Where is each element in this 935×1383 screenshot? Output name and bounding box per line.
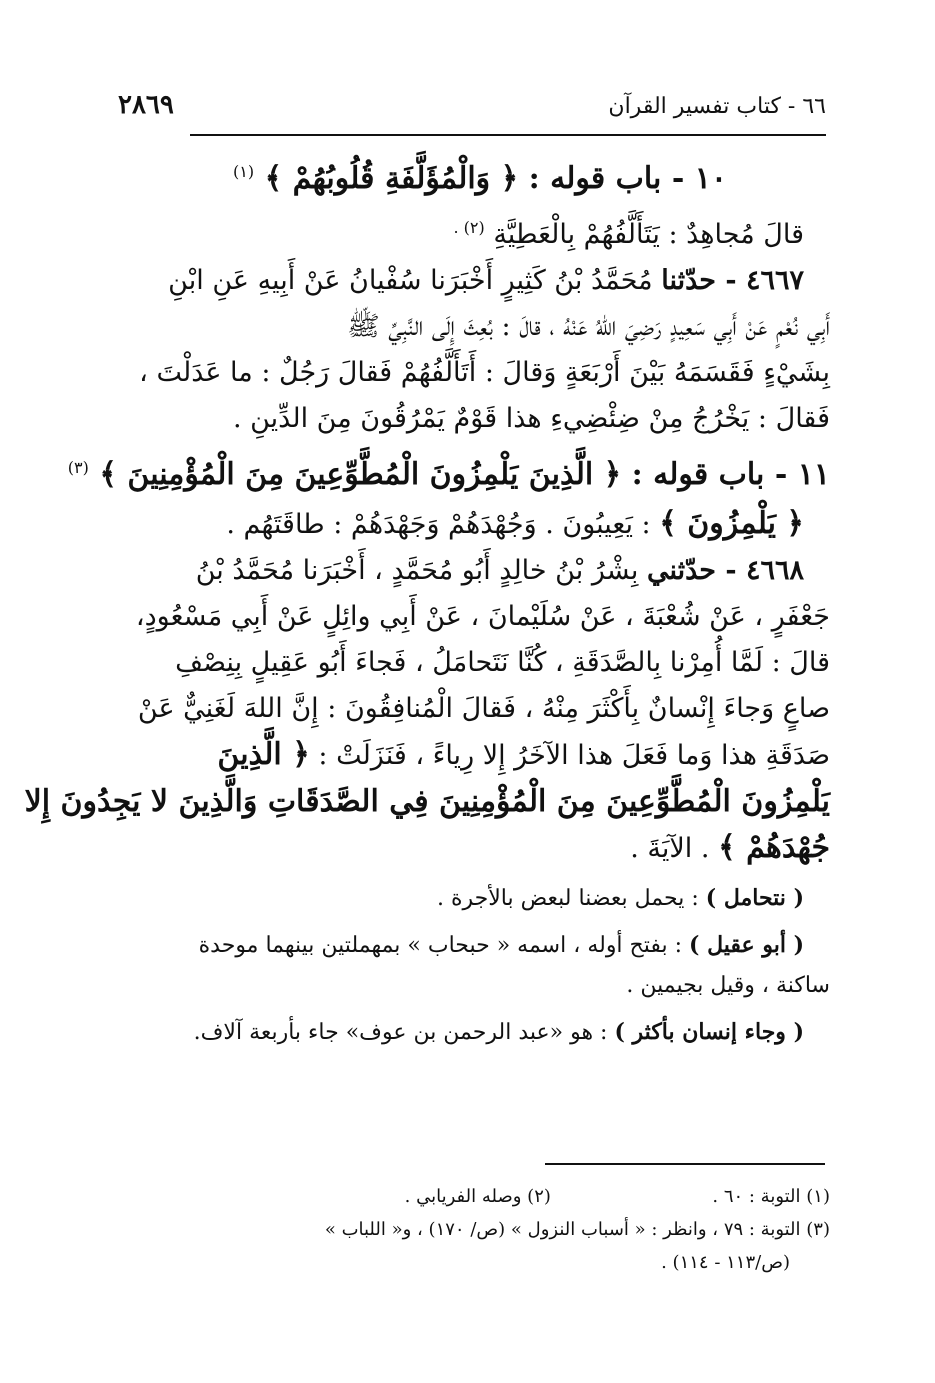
chapter-title-11: ١١ - باب قوله : ﴿ الَّذِينَ يَلْمِزُونَ الْمُطَّوِّعِينَ مِنَ الْمُؤْمِنِينَ ﴾ (99, 457, 830, 492)
hadith-4667-number: ٤٦٦٧ - حدّثنا (661, 265, 804, 296)
hadith-4668-line-4: صاعٍ وَجاءَ إِنْسانٌ بِأَكْثَرَ مِنْهُ ، فَقالَ الْمُنافِقُونَ : إِنَّ اللهَ لَغَنِيٌّ عَنْ (137, 693, 830, 724)
glossary-text-1: : يحمل بعضنا لبعض بالأجرة . (436, 886, 699, 911)
footnote-1: (١) التوبة : ٦٠ . (712, 1186, 830, 1207)
header-divider (190, 134, 826, 136)
hadith-4668-number: ٤٦٦٨ - حدّثني (646, 555, 804, 586)
page-number: ٢٨٦٩ (118, 90, 174, 120)
hadith-4668-text-1: بِشْرُ بْنُ خالِدٍ أَبُو مُحَمَّدٍ ، أَخْبَرَنا مُحَمَّدُ بْنُ (195, 555, 639, 586)
main-text (24, 146, 830, 1053)
chapter-title-10: ١٠ - باب قوله : ﴿ وَالْمُؤَلَّفَةِ قُلُوبُهُمْ ﴾ (264, 161, 727, 196)
quran-verse-middle: يَلْمِزُونَ الْمُطَّوِّعِينَ مِنَ الْمُؤْمِنِينَ فِي الصَّدَقَاتِ وَالَّذِينَ لا يَجِدُونَ إِلا (24, 784, 830, 819)
footnote-divider (545, 1163, 825, 1165)
quran-verse-end: جُهْدَهُمْ ﴾ (718, 830, 830, 865)
hadith-4668-line-1 (130, 548, 830, 594)
glossary-item-2-cont: ساكنة ، وقيل بجيمين . (626, 973, 830, 998)
hadith-4667-line-4: فَقالَ : يَخْرُجُ مِنْ ضِئْضِيءِ هذا قَوْمٌ يَمْرُقُونَ مِنَ الدِّينِ . (232, 403, 830, 434)
glossary-text-3: : هو «عبد الرحمن بن عوف» جاء بأربعة آلاف. (193, 1020, 608, 1045)
al-ayah-text: . الآيَةَ . (630, 833, 710, 864)
hadith-4668-line-3: قالَ : لَمَّا أُمِرْنا بِالصَّدَقَةِ ، كُنَّا نَتَحامَلُ ، فَجاءَ أَبُو عَقِيلٍ بِنِصْفِ (175, 647, 830, 678)
page-header (118, 88, 826, 128)
quran-verse-start: ﴿ الَّذِينَ (217, 737, 310, 772)
footnote-ref-3: (٣) (67, 458, 89, 477)
hadith-4668-line-7 (130, 825, 830, 872)
footnote-3-cont: (ص/١١٣ - ١١٤) . (661, 1252, 790, 1273)
chapter-heading-11 (67, 442, 830, 501)
glossary-term-1: ( نتحامل ) (705, 885, 804, 911)
mujahid-line (130, 205, 830, 258)
footnote-ref-2: (٢) . (453, 218, 485, 237)
footnote-row-1 (130, 1180, 830, 1213)
hadith-4667-line-1 (130, 258, 830, 304)
hadith-4667-text-1: مُحَمَّدُ بْنُ كَثِيرٍ أَخْبَرَنا سُفْيانُ عَنْ أَبِيهِ عَنِ ابْنِ (168, 265, 653, 296)
hadith-4667-line-2: أَبِي نُعْمٍ عَنْ أَبِي سَعِيدٍ رَضِيَ اللهُ عَنْهُ ، قالَ : بُعِثَ إِلَى النَّبِيِّ ﷺ (347, 311, 830, 342)
hadith-4668-text-5: صَدَقَةِ هذا وَما فَعَلَ هذا الآخَرُ إِلا رِياءً ، فَنَزَلَتْ : (318, 740, 830, 771)
mujahid-text: قالَ مُجاهِدٌ : يَتَأَلَّفُهُمْ بِالْعَطِيَّةِ (493, 219, 804, 250)
yalmizun-meaning: : يَعِيبُونَ . وَجُهْدَهُمْ وَجَهْدَهُمْ : طاقَتَهُم . (226, 509, 651, 540)
glossary-term-3: ( وجاء إنسان بأكثر ) (614, 1019, 804, 1045)
footnote-ref-1: (١) (233, 162, 255, 181)
hadith-4668-line-2: جَعْفَرٍ ، عَنْ شُعْبَةَ ، عَنْ سُلَيْمانَ ، عَنْ أَبِي وائِلٍ عَنْ أَبِي مَسْعُودٍ، (135, 601, 830, 632)
glossary-text-2: : بفتح أوله ، اسمه « حبحاب » بمهملتين بينهما موحدة (198, 933, 683, 958)
glossary-item-2 (130, 925, 830, 966)
footnotes (130, 1180, 830, 1279)
yalmizun-word: ﴿ يَلْمِزُونَ ﴾ (659, 506, 804, 541)
hadith-4668-line-5 (130, 732, 830, 779)
footnote-2: (٢) وصله الفريابي . (404, 1186, 551, 1207)
chapter-heading-10 (130, 146, 830, 205)
running-title: ٦٦ - كتاب تفسير القرآن (608, 94, 826, 119)
yalmizun-gloss-line (130, 501, 830, 548)
glossary-item-3 (130, 1012, 830, 1053)
hadith-4667-line-3: بِشَيْءٍ فَقَسَمَهُ بَيْنَ أَرْبَعَةٍ وَقالَ : أَتَأَلَّفُهُمْ فَقالَ رَجُلٌ : ما عَدَلْتَ ، (139, 357, 830, 388)
glossary-term-2: ( أبو عقيل ) (689, 932, 804, 958)
glossary-item-1 (130, 878, 830, 919)
footnote-3: (٣) التوبة : ٧٩ ، وانظر : « أسباب النزول » (ص/ ١٧٠) ، و« اللباب » (324, 1219, 830, 1240)
